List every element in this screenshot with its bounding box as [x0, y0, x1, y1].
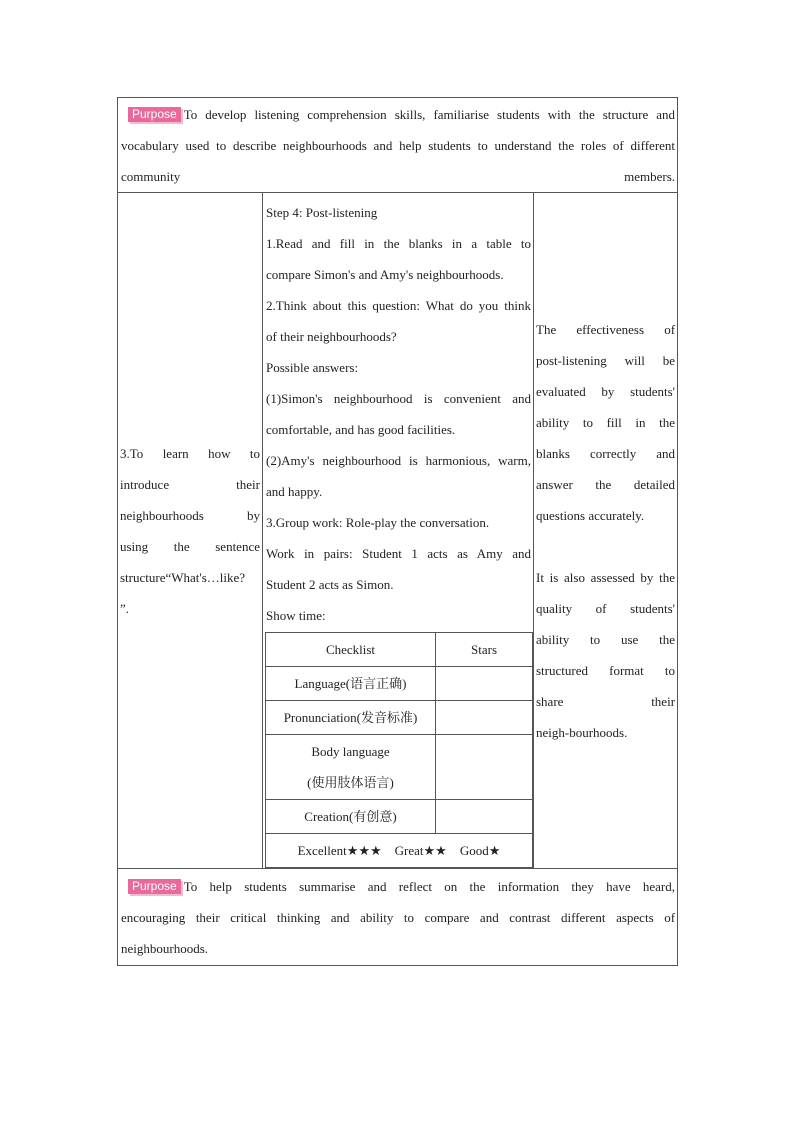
step-line-8: (2)Amy's neighbourhood is harmonious, warm,	[266, 453, 531, 468]
purpose-badge: Purpose	[128, 879, 181, 894]
assess-line-4: ability to fill in the	[536, 414, 676, 430]
checklist-row-stars	[436, 800, 533, 834]
assess-line-12: share their	[536, 693, 676, 709]
steps-heading: Step 4: Post-listening	[266, 205, 378, 220]
steps-cell	[263, 193, 534, 869]
assess-line-9: quality of students'	[536, 600, 676, 616]
checklist-header-stars: Stars	[436, 633, 533, 667]
purpose-bottom-line-2: encouraging their critical thinking and ability to compare and contrast different aspects of	[121, 909, 676, 925]
checklist-rating-legend: Excellent★★★ Great★★ Good★	[266, 834, 533, 868]
checklist-row	[266, 701, 533, 735]
purpose-top-line-3: community members.	[121, 168, 676, 184]
assess-line-13: neigh-bourhoods.	[536, 724, 628, 740]
checklist-row-stars	[436, 701, 533, 735]
purpose-row-bottom	[118, 869, 678, 966]
checklist-header-row	[266, 633, 533, 667]
step-line-1: 1.Read and fill in the blanks in a table to	[266, 236, 531, 251]
checklist-row-label-line-2: (使用肢体语言)	[307, 775, 394, 790]
checklist-row	[266, 667, 533, 701]
checklist-row-stars	[436, 735, 533, 800]
checklist-row-label-line-1: Body language	[311, 744, 390, 759]
purpose-bottom-line-3: neighbourhoods.	[121, 940, 209, 956]
purpose-bottom-line-1: Purpose To help students summarise and reflect on the information they have heard,	[121, 871, 675, 902]
objective-line-6: ”.	[120, 600, 130, 616]
assess-line-7: questions accurately.	[536, 507, 645, 523]
checklist-table	[265, 632, 533, 868]
assess-line-2: post-listening will be	[536, 352, 676, 368]
objective-line-2: introduce their	[120, 476, 260, 492]
checklist-row-label: Creation(有创意)	[266, 800, 436, 834]
assess-line-10: ability to use the	[536, 631, 676, 647]
checklist-row	[266, 735, 533, 800]
purpose-cell-top	[118, 98, 678, 193]
checklist-row-label: Language(语言正确)	[266, 667, 436, 701]
step-line-11: Work in pairs: Student 1 acts as Amy and	[266, 546, 531, 561]
checklist-row-label	[266, 735, 436, 800]
objective-cell	[118, 193, 263, 869]
assess-line-6: answer the detailed	[536, 476, 676, 492]
step-line-6: (1)Simon's neighbourhood is convenient and	[266, 391, 531, 406]
assess-line-3: evaluated by students'	[536, 383, 676, 399]
step-line-13: Show time:	[266, 608, 326, 623]
purpose-top-line-2: vocabulary used to describe neighbourhoods and help students to understand the roles of different	[121, 137, 676, 153]
content-row	[118, 193, 678, 869]
purpose-row-top	[118, 98, 678, 193]
assess-line-11: structured format to	[536, 662, 676, 678]
step-line-5: Possible answers:	[266, 360, 359, 375]
step-line-4: of their neighbourhoods?	[266, 329, 397, 344]
purpose-cell-bottom	[118, 869, 678, 966]
checklist-row-stars	[436, 667, 533, 701]
step-line-2: compare Simon's and Amy's neighbourhoods.	[266, 267, 504, 282]
objective-line-1: 3.To learn how to	[120, 445, 260, 461]
step-line-7: comfortable, and has good facilities.	[266, 422, 456, 437]
objective-line-3: neighbourhoods by	[120, 507, 260, 523]
step-line-9: and happy.	[266, 484, 323, 499]
assessment-cell	[534, 193, 678, 869]
assess-gap	[536, 531, 675, 562]
purpose-top-line-1: Purpose To develop listening comprehension skills, familiarise students with the structure and	[121, 99, 675, 130]
checklist-row	[266, 800, 533, 834]
assess-line-5: blanks correctly and	[536, 445, 676, 461]
assess-line-8: It is also assessed by the	[536, 569, 676, 585]
purpose-badge: Purpose	[128, 107, 181, 122]
assess-line-1: The effectiveness of	[536, 321, 676, 337]
step-line-10: 3.Group work: Role-play the conversation.	[266, 515, 490, 530]
step-line-12: Student 2 acts as Simon.	[266, 577, 394, 592]
step-line-3: 2.Think about this question: What do you think	[266, 298, 531, 313]
checklist-footer-row	[266, 834, 533, 868]
objective-line-5: structure“What's…like?	[120, 569, 246, 585]
checklist-header-label: Checklist	[266, 633, 436, 667]
lesson-plan-table	[117, 97, 678, 966]
checklist-row-label: Pronunciation(发音标准)	[266, 701, 436, 735]
objective-line-4: using the sentence	[120, 538, 260, 554]
